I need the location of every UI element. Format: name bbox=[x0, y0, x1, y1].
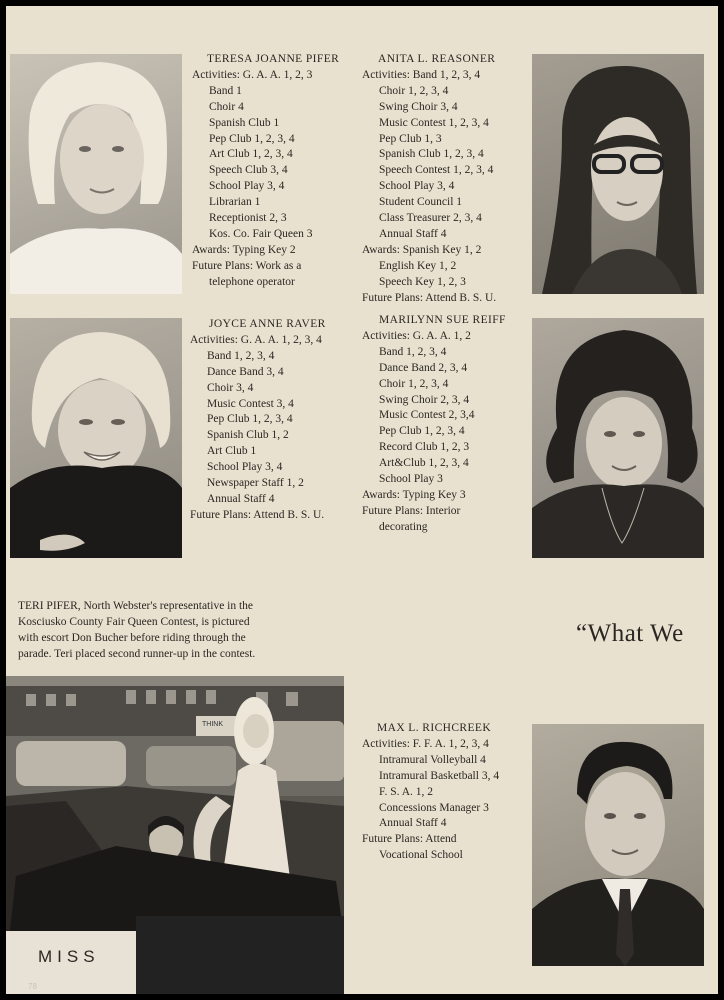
bio-line: Future Plans: Attend B. S. U. bbox=[190, 508, 325, 521]
bio-line: Spanish Club 1 bbox=[209, 116, 280, 129]
bio-line: Music Contest 3, 4 bbox=[207, 397, 294, 410]
bio-line: Newspaper Staff 1, 2 bbox=[207, 477, 304, 490]
bio-line: Dance Band 3, 4 bbox=[207, 365, 284, 378]
section-headline: “What We bbox=[576, 620, 684, 647]
bio-line: Annual Staff 4 bbox=[207, 492, 275, 505]
bio-line: Band 1, 2, 3, 4 bbox=[379, 345, 447, 358]
bio-teresa-pifer bbox=[192, 52, 339, 291]
bio-line: Speech Contest 1, 2, 3, 4 bbox=[379, 164, 494, 177]
bio-line: Activities: Band 1, 2, 3, 4 bbox=[362, 68, 481, 81]
caption-line: Kosciusko County Fair Queen Contest, is pictured bbox=[18, 616, 250, 628]
bio-line: Awards: Spanish Key 1, 2 bbox=[362, 243, 482, 256]
yearbook-page bbox=[6, 6, 718, 994]
portrait-joyce-raver bbox=[10, 318, 182, 558]
caption-line: TERI PIFER, North Webster's representative in the bbox=[18, 600, 254, 612]
bio-line: Student Council 1 bbox=[379, 196, 463, 209]
portrait-teresa-pifer bbox=[10, 54, 182, 294]
bio-line: Future Plans: Interior bbox=[362, 504, 461, 517]
bio-line: Future Plans: Attend B. S. U. bbox=[362, 291, 497, 304]
page-number: 78 bbox=[28, 982, 37, 991]
bio-line: Speech Key 1, 2, 3 bbox=[379, 275, 466, 288]
bio-line: Activities: G. A. A. 1, 2 bbox=[362, 329, 471, 342]
bio-line: Activities: F. F. A. 1, 2, 3, 4 bbox=[362, 737, 489, 750]
student-name: TERESA JOANNE PIFER bbox=[207, 53, 340, 65]
bio-line: Class Treasurer 2, 3, 4 bbox=[379, 212, 482, 225]
bio-line: Band 1, 2, 3, 4 bbox=[207, 349, 275, 362]
bio-line: School Play 3, 4 bbox=[209, 180, 285, 193]
bio-line: Spanish Club 1, 2 bbox=[207, 429, 289, 442]
bio-line: Awards: Typing Key 2 bbox=[192, 243, 296, 256]
bio-line: Intramural Volleyball 4 bbox=[379, 753, 486, 766]
bio-line: Choir 3, 4 bbox=[207, 381, 254, 394]
bio-line: Swing Choir 3, 4 bbox=[379, 100, 458, 113]
bio-line: F. S. A. 1, 2 bbox=[379, 785, 434, 798]
bio-line: Music Contest 1, 2, 3, 4 bbox=[379, 116, 489, 129]
car-sign-text: MISS bbox=[38, 947, 100, 966]
parade-photo bbox=[6, 676, 344, 994]
bio-line: Annual Staff 4 bbox=[379, 817, 447, 830]
bio-line: Future Plans: Work as a bbox=[192, 259, 302, 272]
bio-line: Swing Choir 2, 3, 4 bbox=[379, 393, 470, 406]
bio-line: Music Contest 2, 3,4 bbox=[379, 409, 475, 422]
bio-line: Activities: G. A. A. 1, 2, 3 bbox=[192, 68, 313, 81]
student-name: JOYCE ANNE RAVER bbox=[209, 318, 326, 330]
bio-line: Vocational School bbox=[379, 849, 463, 862]
bio-max-richcreek bbox=[362, 721, 499, 864]
bio-line: Choir 1, 2, 3, 4 bbox=[379, 377, 449, 390]
bio-line: Spanish Club 1, 2, 3, 4 bbox=[379, 148, 484, 161]
truck-sign-text: THINK bbox=[202, 721, 223, 728]
student-name: MARILYNN SUE REIFF bbox=[379, 314, 506, 326]
photo-caption bbox=[18, 598, 328, 662]
bio-line: Art Club 1, 2, 3, 4 bbox=[209, 148, 293, 161]
bio-line: Pep Club 1, 3 bbox=[379, 132, 442, 145]
bio-line: Choir 1, 2, 3, 4 bbox=[379, 84, 449, 97]
portrait-marilynn-reiff bbox=[532, 318, 704, 558]
bio-line: Choir 4 bbox=[209, 100, 244, 113]
bio-line: telephone operator bbox=[209, 275, 295, 288]
portrait-anita-reasoner bbox=[532, 54, 704, 294]
bio-line: Speech Club 3, 4 bbox=[209, 164, 288, 177]
bio-line: Art&Club 1, 2, 3, 4 bbox=[379, 457, 469, 470]
caption-line: with escort Don Bucher before riding through the bbox=[18, 632, 246, 644]
bio-line: Pep Club 1, 2, 3, 4 bbox=[209, 132, 295, 145]
student-name: ANITA L. REASONER bbox=[378, 53, 496, 65]
bio-line: English Key 1, 2 bbox=[379, 259, 457, 272]
bio-line: Kos. Co. Fair Queen 3 bbox=[209, 227, 313, 240]
bio-line: Pep Club 1, 2, 3, 4 bbox=[207, 413, 293, 426]
bio-line: Band 1 bbox=[209, 84, 242, 97]
bio-line: Dance Band 2, 3, 4 bbox=[379, 361, 468, 374]
bio-line: decorating bbox=[379, 520, 428, 533]
bio-line: Art Club 1 bbox=[207, 445, 257, 458]
student-name: MAX L. RICHCREEK bbox=[377, 722, 492, 734]
portrait-max-richcreek bbox=[532, 724, 704, 966]
bio-line: Future Plans: Attend bbox=[362, 833, 457, 846]
bio-line: Pep Club 1, 2, 3, 4 bbox=[379, 425, 465, 438]
bio-line: Annual Staff 4 bbox=[379, 227, 447, 240]
bio-line: Intramural Basketball 3, 4 bbox=[379, 769, 500, 782]
bio-line: Awards: Typing Key 3 bbox=[362, 488, 466, 501]
caption-line: parade. Teri placed second runner-up in the contest. bbox=[18, 648, 256, 660]
bio-line: Activities: G. A. A. 1, 2, 3, 4 bbox=[190, 333, 322, 346]
bio-anita-reasoner bbox=[362, 52, 496, 307]
bio-line: Librarian 1 bbox=[209, 196, 261, 209]
bio-line: School Play 3, 4 bbox=[379, 180, 455, 193]
bio-line: School Play 3 bbox=[379, 473, 443, 486]
bio-line: Receptionist 2, 3 bbox=[209, 212, 287, 225]
bio-joyce-raver bbox=[190, 317, 326, 524]
bio-line: School Play 3, 4 bbox=[207, 461, 283, 474]
bio-line: Concessions Manager 3 bbox=[379, 801, 489, 814]
bio-marilynn-reiff bbox=[362, 313, 506, 536]
bio-line: Record Club 1, 2, 3 bbox=[379, 441, 470, 454]
